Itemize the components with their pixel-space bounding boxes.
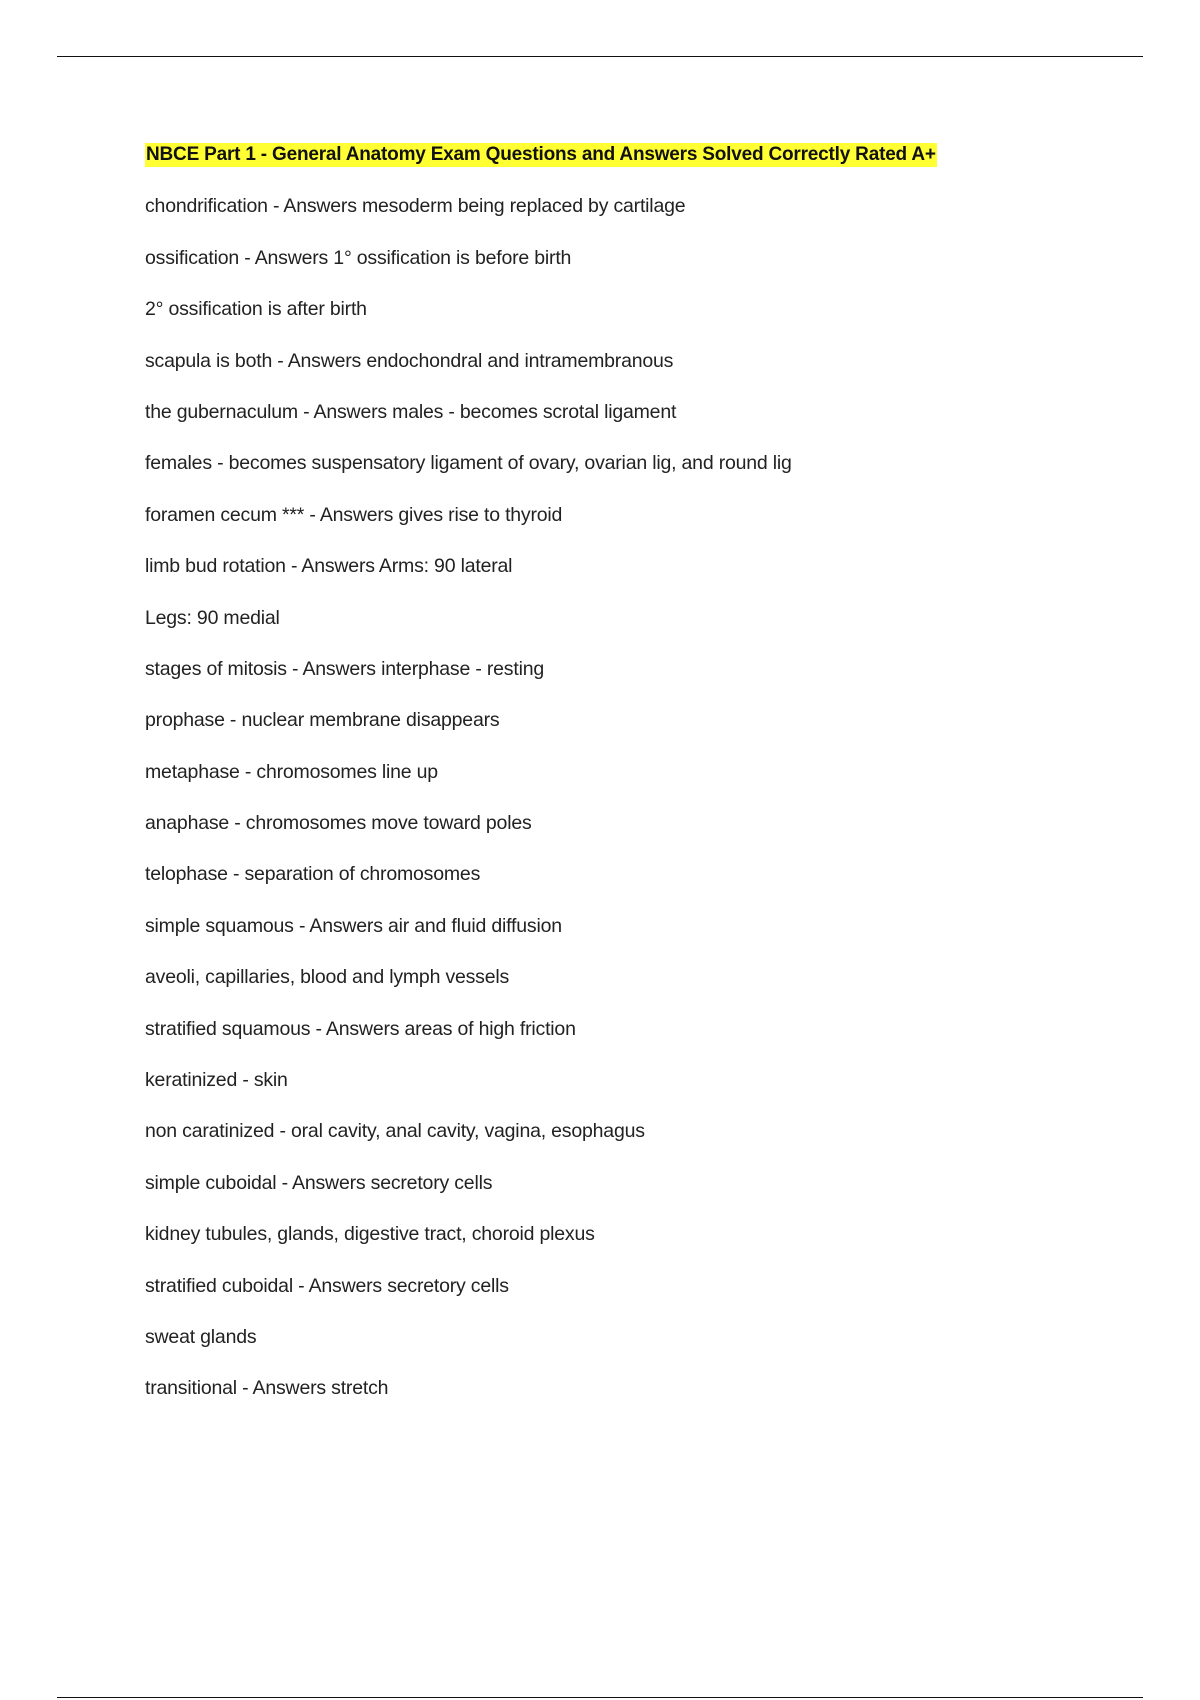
qa-line: ossification - Answers 1° ossification is before birth	[145, 246, 572, 269]
qa-line: kidney tubules, glands, digestive tract, choroid plexus	[145, 1223, 595, 1246]
footer-rule	[57, 1697, 1143, 1698]
qa-line: chondrification - Answers mesoderm being replaced by cartilage	[145, 195, 686, 218]
qa-line: foramen cecum *** - Answers gives rise to thyroid	[145, 503, 563, 526]
qa-line: anaphase - chromosomes move toward poles	[145, 812, 532, 835]
qa-line: simple squamous - Answers air and fluid diffusion	[145, 914, 562, 937]
title-block	[145, 143, 1145, 167]
qa-list	[145, 194, 1145, 1400]
qa-line: 2° ossification is after birth	[145, 298, 367, 321]
qa-line: stages of mitosis - Answers interphase - resting	[145, 657, 544, 680]
document-title: NBCE Part 1 - General Anatomy Exam Questions and Answers Solved Correctly Rated A+	[146, 144, 936, 165]
qa-line: aveoli, capillaries, blood and lymph vessels	[145, 966, 510, 989]
qa-line: keratinized - skin	[145, 1069, 288, 1092]
qa-line: limb bud rotation - Answers Arms: 90 lateral	[145, 555, 513, 578]
qa-line: metaphase - chromosomes line up	[145, 760, 438, 783]
qa-line: females - becomes suspensatory ligament of ovary, ovarian lig, and round lig	[145, 452, 792, 475]
qa-line: simple cuboidal - Answers secretory cells	[145, 1171, 493, 1194]
qa-line: stratified cuboidal - Answers secretory cells	[145, 1274, 509, 1297]
qa-line: prophase - nuclear membrane disappears	[145, 709, 500, 732]
qa-line: scapula is both - Answers endochondral and intramembranous	[145, 349, 674, 372]
qa-line: transitional - Answers stretch	[145, 1377, 389, 1400]
qa-line: non caratinized - oral cavity, anal cavity, vagina, esophagus	[145, 1120, 645, 1143]
qa-line: stratified squamous - Answers areas of high friction	[145, 1017, 576, 1040]
qa-line: Legs: 90 medial	[145, 606, 280, 629]
qa-line: the gubernaculum - Answers males - becomes scrotal ligament	[145, 400, 677, 423]
qa-line: sweat glands	[145, 1325, 257, 1348]
document-body	[145, 143, 1145, 1400]
qa-line: telophase - separation of chromosomes	[145, 863, 481, 886]
header-rule	[57, 56, 1143, 57]
